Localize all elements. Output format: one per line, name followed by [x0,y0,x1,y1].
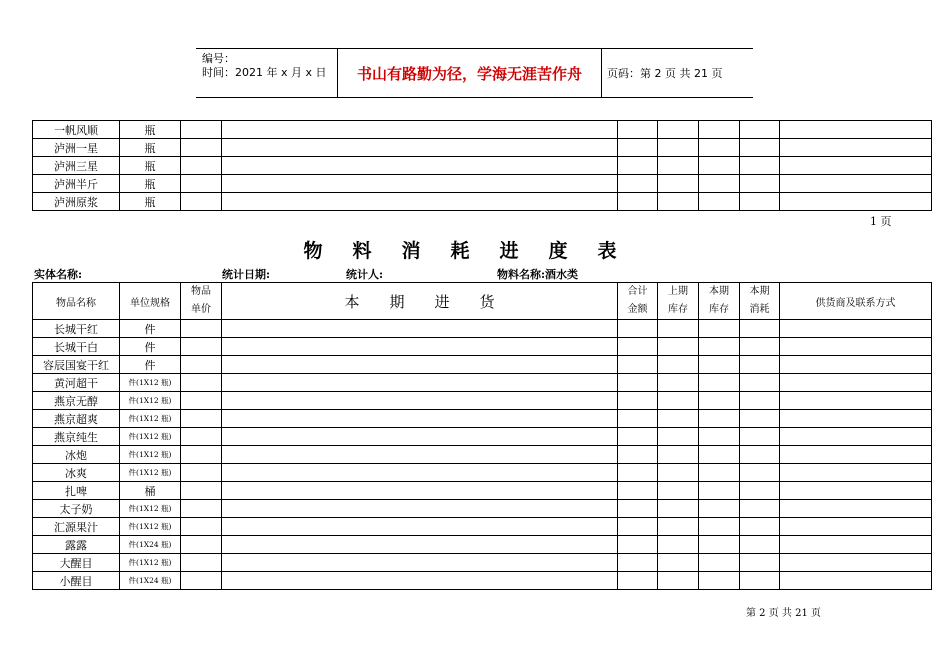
empty-cell [222,410,618,428]
empty-cell [658,572,699,590]
table-row [33,482,932,500]
table-row [33,175,932,193]
empty-cell [181,482,222,500]
empty-cell [658,482,699,500]
empty-cell [658,518,699,536]
empty-cell [740,121,780,139]
empty-cell [618,482,658,500]
empty-cell [740,572,780,590]
empty-cell [222,157,618,175]
empty-cell [740,157,780,175]
empty-cell [699,536,740,554]
empty-cell [618,356,658,374]
empty-cell [740,139,780,157]
empty-cell [222,518,618,536]
item-unit: 件 [120,356,181,374]
item-name: 大醒目 [33,554,120,572]
table-row [33,121,932,139]
col-use-a: 本期 [749,286,770,297]
empty-cell [618,518,658,536]
item-name: 冰爽 [33,464,120,482]
empty-cell [699,121,740,139]
empty-cell [740,500,780,518]
empty-cell [181,139,222,157]
empty-cell [658,554,699,572]
empty-cell [699,356,740,374]
col-unit: 单位规格 [120,283,181,320]
item-name: 冰炮 [33,446,120,464]
empty-cell [658,500,699,518]
item-name: 长城干红 [33,320,120,338]
col-total-a: 合计 [627,286,648,297]
empty-cell [658,446,699,464]
empty-cell [740,374,780,392]
empty-cell [658,320,699,338]
empty-cell [222,320,618,338]
empty-cell [181,554,222,572]
empty-cell [699,175,740,193]
table-row [33,428,932,446]
empty-cell [181,338,222,356]
empty-cell [222,121,618,139]
item-name: 燕京纯生 [33,428,120,446]
motto-cell [337,49,602,97]
empty-cell [699,338,740,356]
table-row [33,157,932,175]
table-row [33,193,932,211]
empty-cell [181,157,222,175]
entity-label: 实体名称: [34,268,83,281]
header-row [33,283,932,320]
empty-cell [699,464,740,482]
col-cur-a: 本期 [709,286,729,297]
empty-cell [222,500,618,518]
empty-cell [181,356,222,374]
table-row [33,464,932,482]
col-prev-b: 库存 [668,304,688,315]
empty-cell [181,464,222,482]
page-title: 物料消耗进度表 [303,240,647,262]
empty-cell [699,139,740,157]
empty-cell [181,518,222,536]
item-name: 露露 [33,536,120,554]
empty-cell [222,356,618,374]
page-footer: 第 2 页 共 21 页 [746,608,821,619]
empty-cell [181,446,222,464]
empty-cell [740,536,780,554]
item-unit: 件(1X12 瓶) [120,428,181,446]
empty-cell [181,500,222,518]
material-label: 物料名称:酒水类 [497,268,579,281]
empty-cell [780,428,932,446]
empty-cell [699,157,740,175]
empty-cell [780,446,932,464]
item-name: 燕京无醇 [33,392,120,410]
empty-cell [618,193,658,211]
empty-cell [222,482,618,500]
empty-cell [699,193,740,211]
empty-cell [618,392,658,410]
empty-cell [658,338,699,356]
empty-cell [780,482,932,500]
table-row [33,518,932,536]
empty-cell [181,320,222,338]
table-row [33,554,932,572]
empty-cell [181,392,222,410]
motto: 书山有路勤为径，学海无涯苦作舟 [356,64,582,83]
empty-cell [699,500,740,518]
table-row [33,392,932,410]
empty-cell [222,446,618,464]
empty-cell [618,338,658,356]
col-price-a: 物品 [191,286,211,297]
table-row [33,500,932,518]
empty-cell [699,374,740,392]
empty-cell [780,356,932,374]
header-info [196,49,337,97]
empty-cell [181,121,222,139]
empty-cell [740,464,780,482]
empty-cell [780,518,932,536]
item-name: 长城干白 [33,338,120,356]
col-prev-a: 上期 [668,286,688,297]
item-unit: 瓶 [120,121,181,139]
empty-cell [740,482,780,500]
empty-cell [181,428,222,446]
item-name: 黄河超干 [33,374,120,392]
item-unit: 件(1X12 瓶) [120,500,181,518]
empty-cell [658,157,699,175]
empty-cell [222,338,618,356]
col-name: 物品名称 [33,283,120,320]
item-name: 小醒目 [33,572,120,590]
empty-cell [618,572,658,590]
empty-cell [618,536,658,554]
empty-cell [740,356,780,374]
col-prev-stock [658,283,699,320]
item-unit: 件(1X12 瓶) [120,374,181,392]
empty-cell [181,536,222,554]
empty-cell [780,121,932,139]
empty-cell [699,482,740,500]
empty-cell [740,338,780,356]
item-unit: 件 [120,320,181,338]
table-row [33,410,932,428]
stat-date-label: 统计日期: [222,268,271,281]
item-unit: 件(1X12 瓶) [120,410,181,428]
empty-cell [658,464,699,482]
empty-cell [618,121,658,139]
table-row [33,338,932,356]
item-name: 泸洲半斤 [33,175,120,193]
item-name: 一帆风顺 [33,121,120,139]
empty-cell [780,500,932,518]
col-price [181,283,222,320]
empty-cell [740,428,780,446]
item-unit: 瓶 [120,139,181,157]
empty-cell [222,374,618,392]
empty-cell [181,193,222,211]
empty-cell [618,139,658,157]
table-row [33,356,932,374]
empty-cell [658,410,699,428]
item-unit: 瓶 [120,193,181,211]
empty-cell [658,536,699,554]
item-unit: 件(1X24 瓶) [120,572,181,590]
item-unit: 件(1X12 瓶) [120,464,181,482]
empty-cell [222,392,618,410]
empty-cell [658,428,699,446]
item-name: 燕京超爽 [33,410,120,428]
code-label: 编号： [202,52,235,65]
empty-cell [618,175,658,193]
continuation-table [32,120,932,211]
item-unit: 件(1X12 瓶) [120,518,181,536]
empty-cell [780,410,932,428]
item-name: 扎啤 [33,482,120,500]
empty-cell [222,536,618,554]
empty-cell [780,554,932,572]
empty-cell [618,428,658,446]
empty-cell [740,410,780,428]
empty-cell [699,518,740,536]
empty-cell [740,175,780,193]
empty-cell [222,428,618,446]
item-unit: 件(1X12 瓶) [120,446,181,464]
empty-cell [618,500,658,518]
table-row [33,139,932,157]
item-unit: 桶 [120,482,181,500]
col-purchase: 本 期 进 货 [222,283,618,320]
empty-cell [618,320,658,338]
page-code: 页码：第 2 页 共 21 页 [607,67,723,80]
item-unit: 件(1X12 瓶) [120,554,181,572]
col-use-b: 消耗 [749,304,770,315]
empty-cell [699,446,740,464]
col-total-b: 金额 [627,304,648,315]
col-cur-stock [699,283,740,320]
empty-cell [740,320,780,338]
empty-cell [780,338,932,356]
item-unit: 瓶 [120,175,181,193]
empty-cell [740,392,780,410]
empty-cell [618,374,658,392]
empty-cell [699,392,740,410]
col-price-b: 单价 [191,304,211,315]
empty-cell [658,121,699,139]
consumption-table [32,282,932,590]
empty-cell [618,410,658,428]
page-code-cell [601,49,753,97]
empty-cell [181,572,222,590]
empty-cell [222,139,618,157]
empty-cell [780,157,932,175]
empty-cell [780,374,932,392]
item-unit: 件 [120,338,181,356]
empty-cell [699,428,740,446]
empty-cell [658,193,699,211]
page1-mark: 1 页 [870,215,892,228]
col-supplier: 供货商及联系方式 [780,283,932,320]
empty-cell [780,464,932,482]
empty-cell [740,446,780,464]
item-unit: 瓶 [120,157,181,175]
stat-person-label: 统计人: [346,268,384,281]
empty-cell [780,320,932,338]
empty-cell [222,175,618,193]
empty-cell [222,464,618,482]
empty-cell [658,374,699,392]
item-name: 容辰国宴干红 [33,356,120,374]
empty-cell [780,175,932,193]
item-name: 泸洲一星 [33,139,120,157]
item-unit: 件(1X24 瓶) [120,536,181,554]
empty-cell [658,356,699,374]
empty-cell [699,410,740,428]
time-label: 时间：2021 年 x 月 x 日 [202,66,327,79]
empty-cell [181,175,222,193]
empty-cell [658,175,699,193]
col-total [618,283,658,320]
table-row [33,536,932,554]
item-name: 泸洲三星 [33,157,120,175]
table-row [33,446,932,464]
col-cur-b: 库存 [709,304,729,315]
empty-cell [618,464,658,482]
col-consumption [740,283,780,320]
empty-cell [618,157,658,175]
empty-cell [618,554,658,572]
empty-cell [181,374,222,392]
empty-cell [658,139,699,157]
empty-cell [699,572,740,590]
empty-cell [222,572,618,590]
empty-cell [780,193,932,211]
item-unit: 件(1X12 瓶) [120,392,181,410]
empty-cell [740,193,780,211]
empty-cell [780,572,932,590]
empty-cell [699,320,740,338]
empty-cell [780,536,932,554]
empty-cell [181,410,222,428]
item-name: 泸洲原浆 [33,193,120,211]
empty-cell [740,554,780,572]
page-header [196,48,753,98]
empty-cell [699,554,740,572]
item-name: 太子奶 [33,500,120,518]
empty-cell [740,518,780,536]
item-name: 汇源果汁 [33,518,120,536]
empty-cell [618,446,658,464]
empty-cell [222,193,618,211]
table-row [33,374,932,392]
table-row [33,320,932,338]
empty-cell [658,392,699,410]
empty-cell [780,139,932,157]
table-row [33,572,932,590]
empty-cell [780,392,932,410]
empty-cell [222,554,618,572]
